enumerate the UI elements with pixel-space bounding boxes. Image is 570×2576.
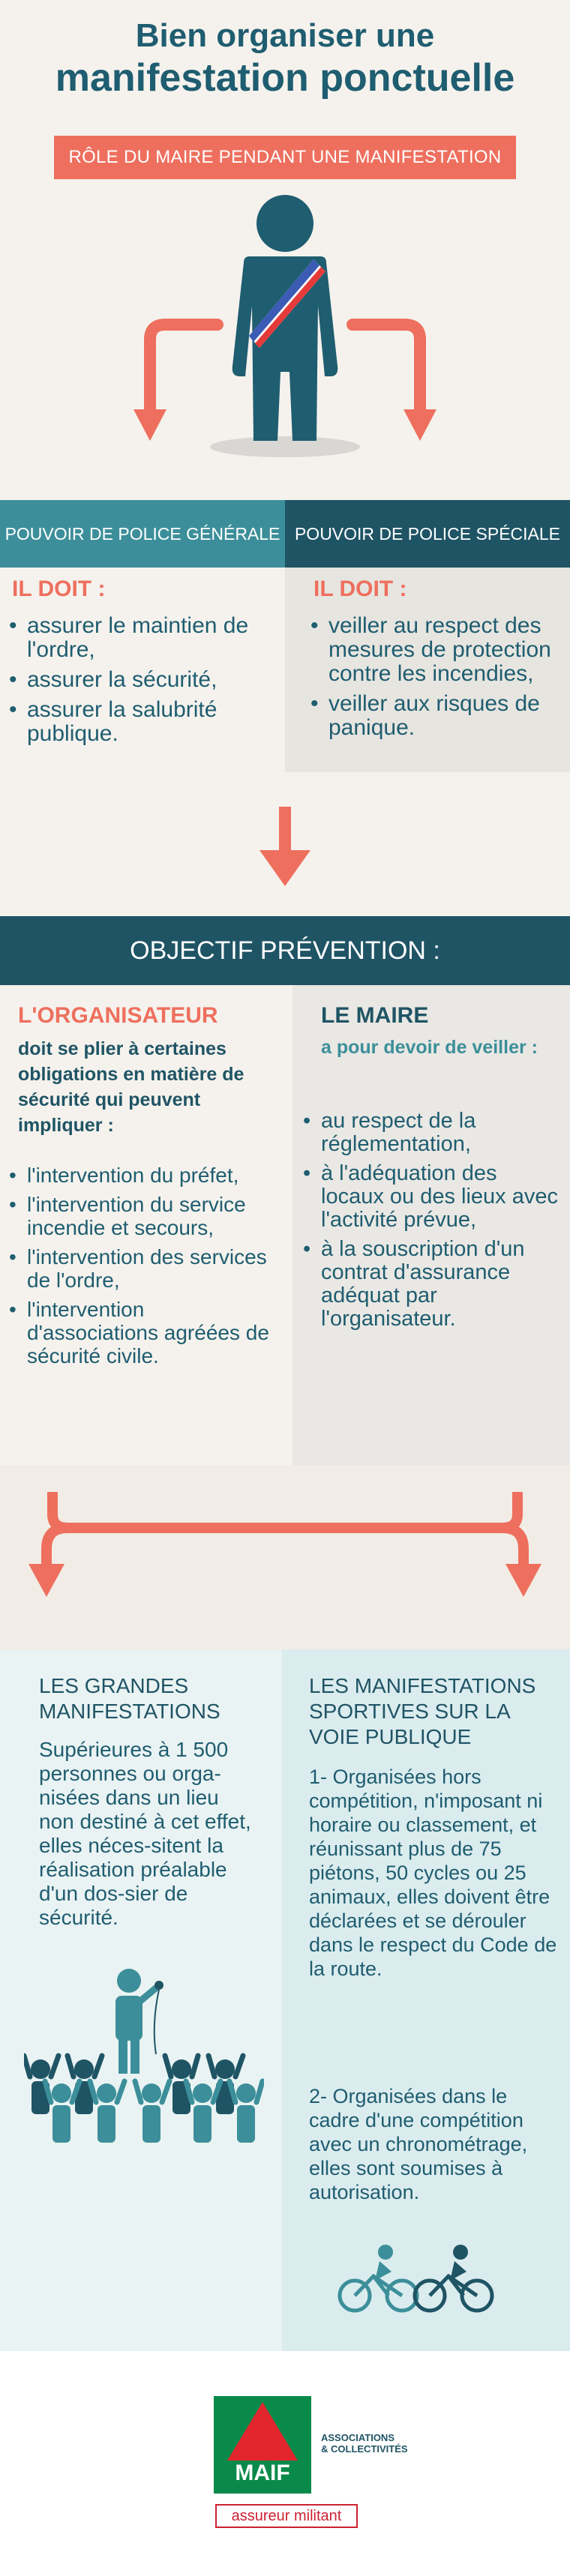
logo-subtitle: ASSOCIATIONS & COLLECTIVITÉS xyxy=(321,2432,408,2455)
list-item: • assurer la sécurité, xyxy=(9,668,272,692)
page-title xyxy=(0,15,570,99)
police-generale-subtitle: IL DOIT : xyxy=(12,577,106,601)
list-item: • veiller aux risques de panique. xyxy=(310,692,558,740)
list-item: • assurer la salubrité publique. xyxy=(9,698,272,746)
sportives-point-1: 1- Organisées hors compétition, n'imposant ni horaire ou classement, et réunissant plus de 75 piétons, 50 cycles ou 25 animaux, elles doivent être déclarées et se dérouler dans le respect du Code de la route. xyxy=(309,1766,557,1980)
logo-name: MAIF xyxy=(235,2461,290,2485)
list-item: • l'intervention du préfet, xyxy=(9,1164,279,1187)
sportives-title: LES MANIFESTATIONS SPORTIVES SUR LA VOIE PUBLIQUE xyxy=(309,1674,536,1748)
police-generale-list xyxy=(9,614,272,752)
list-item: • à la souscription d'un contrat d'assurance adéquat par l'organisateur. xyxy=(303,1238,562,1331)
organisateur-intro: doit se plier à certaines obligations en matière de sécurité qui peuvent impliquer : xyxy=(18,1038,244,1136)
sportives-point-2: 2- Organisées dans le cadre d'une compétition avec un chronométrage, elles sont soumises à autorisation. xyxy=(309,2085,528,2203)
organisateur-title: L'ORGANISATEUR xyxy=(18,1003,218,1028)
police-generale-header: POUVOIR DE POLICE GÉNÉRALE xyxy=(0,500,285,568)
list-item: • à l'adéquation des locaux ou des lieux avec l'activité prévue, xyxy=(303,1162,562,1232)
objectif-banner: OBJECTIF PRÉVENTION : xyxy=(0,916,570,985)
list-item: • assurer le maintien de l'ordre, xyxy=(9,614,272,662)
list-item: • l'intervention des services de l'ordre, xyxy=(9,1245,279,1292)
logo-tagline: assureur militant xyxy=(215,2504,358,2528)
split-arrows-icon xyxy=(0,1492,570,1604)
maif-logo xyxy=(214,2396,408,2494)
list-item: • l'intervention du service incendie et secours, xyxy=(9,1193,279,1239)
police-speciale-subtitle: IL DOIT : xyxy=(314,577,407,601)
figure-shadow xyxy=(210,436,360,457)
organisateur-list xyxy=(9,1164,279,1373)
maire-list xyxy=(303,1110,562,1337)
arrow-right-head xyxy=(404,409,436,441)
down-arrow-icon xyxy=(255,807,315,889)
mayor-illustration xyxy=(120,193,450,463)
list-item: • veiller au respect des mesures de protection contre les incendies, xyxy=(310,614,558,686)
title-line-2: manifestation ponctuelle xyxy=(55,56,515,100)
figure-body xyxy=(232,256,338,441)
maire-intro: a pour devoir de veiller : xyxy=(321,1037,538,1058)
figure-head xyxy=(256,195,314,252)
crowd-illustration xyxy=(24,1964,264,2144)
title-line-1: Bien organiser une xyxy=(135,17,435,54)
list-item: • l'intervention d'associations agréées de sécurité civile. xyxy=(9,1298,279,1367)
police-speciale-list xyxy=(310,614,558,746)
cyclists-icon xyxy=(336,2242,501,2317)
arrow-left-head xyxy=(134,409,166,441)
arrow-left-icon xyxy=(150,325,218,418)
maire-title: LE MAIRE xyxy=(321,1003,429,1028)
police-speciale-header: POUVOIR DE POLICE SPÉCIALE xyxy=(285,500,570,568)
grandes-text: Supérieures à 1 500 personnes ou orga-nisées dans un lieu non destiné à cet effet, elles néces-sitent la réalisation préalable d'un dos-sier de sécurité. xyxy=(39,1738,251,1929)
list-item: • au respect de la réglementation, xyxy=(303,1110,562,1156)
role-banner: RÔLE DU MAIRE PENDANT UNE MANIFESTATION xyxy=(54,136,516,179)
arrow-right-icon xyxy=(352,325,420,418)
grandes-title: LES GRANDES MANIFESTATIONS xyxy=(39,1674,220,1723)
